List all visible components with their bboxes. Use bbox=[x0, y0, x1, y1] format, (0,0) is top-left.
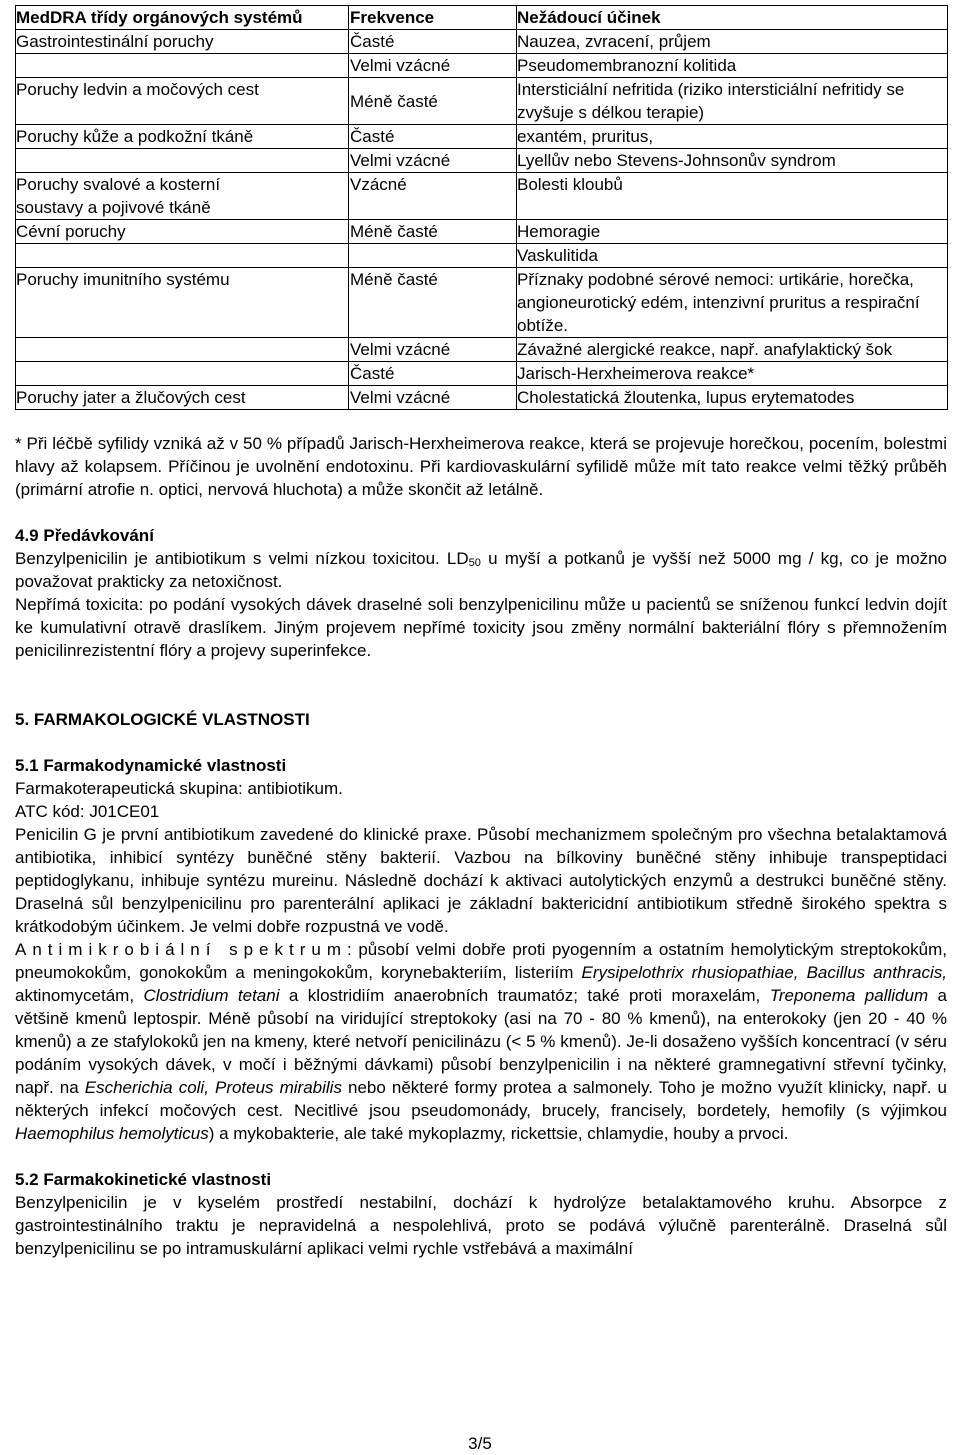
effect-cell: Jarisch-Herxheimerova reakce* bbox=[517, 362, 948, 386]
frequency-cell: Velmi vzácné bbox=[349, 386, 517, 410]
spectrum-text: a klostridiím anaerobních traumatóz; také proti moraxelám, bbox=[279, 986, 770, 1005]
frequency-cell: Méně časté bbox=[349, 268, 517, 338]
table-row bbox=[16, 78, 948, 125]
spectrum-text: nebo některé formy protea a salmonely. Toho je možno využít klinicky, např. u některých infekcí močových cest. Necitlivé jsou pseudomonády, brucely, francisely, bordetely, hemofily (s výjimkou bbox=[15, 1078, 947, 1120]
table-row bbox=[16, 125, 948, 149]
organ-class-cell bbox=[16, 244, 349, 268]
section-heading-4-9: 4.9 Předávkování bbox=[15, 526, 154, 545]
effect-cell: Hemoragie bbox=[517, 220, 948, 244]
organ-class-cell: Poruchy imunitního systému bbox=[16, 268, 349, 338]
spectrum-italic: Haemophilus hemolyticus bbox=[15, 1124, 209, 1143]
frequency-cell: Časté bbox=[349, 30, 517, 54]
effect-cell: Vaskulitida bbox=[517, 244, 948, 268]
table-row bbox=[16, 220, 948, 244]
organ-class-cell: Poruchy jater a žlučových cest bbox=[16, 386, 349, 410]
frequency-cell: Méně časté bbox=[349, 220, 517, 244]
atc-code: ATC kód: J01CE01 bbox=[15, 802, 160, 821]
effect-cell: Nauzea, zvracení, průjem bbox=[517, 30, 948, 54]
table-row bbox=[16, 54, 948, 78]
adverse-effects-table bbox=[15, 5, 948, 410]
frequency-cell: Méně časté bbox=[349, 78, 517, 125]
table-row bbox=[16, 338, 948, 362]
spectrum-italic: Treponema pallidum bbox=[769, 986, 929, 1005]
section-heading-5-2: 5.2 Farmakokinetické vlastnosti bbox=[15, 1170, 272, 1189]
organ-class-cell: Poruchy kůže a podkožní tkáně bbox=[16, 125, 349, 149]
overdose-paragraph-1 bbox=[15, 547, 947, 593]
frequency-cell: Velmi vzácné bbox=[349, 149, 517, 173]
header-frequency: Frekvence bbox=[349, 6, 517, 30]
organ-class-cell: Poruchy svalové a kosterní soustavy a pojivové tkáně bbox=[16, 173, 349, 220]
document-page bbox=[15, 5, 947, 1260]
table-header-row bbox=[16, 6, 948, 30]
effect-cell: Bolesti kloubů bbox=[517, 173, 948, 220]
table-row bbox=[16, 173, 948, 220]
table-row bbox=[16, 30, 948, 54]
spectrum-label: Antimikrobiální spektrum bbox=[15, 940, 348, 959]
pharmacokinetics-paragraph: Benzylpenicilin je v kyselém prostředí nestabilní, dochází k hydrolýze betalaktamového kruhu. Absorpce z gastrointestinálního traktu je nepravidelná a nespolehlivá, proto se podává výlučně parenterálně. Draselná sůl benzylpenicilinu se po intramuskulární aplikaci velmi rychle vstřebává a maximální bbox=[15, 1193, 947, 1258]
organ-class-cell: Cévní poruchy bbox=[16, 220, 349, 244]
organ-class-cell bbox=[16, 362, 349, 386]
effect-cell: Příznaky podobné sérové nemoci: urtikárie, horečka, angioneurotický edém, intenzivní pruritus a respirační obtíže. bbox=[517, 268, 948, 338]
table-row bbox=[16, 362, 948, 386]
table-footnote: * Při léčbě syfilidy vzniká až v 50 % případů Jarisch-Herxheimerova reakce, která se projevuje horečkou, pocením, bolestmi hlavy až kolapsem. Příčinou je uvolnění endotoxinu. Při kardiovaskulární syfilidě může mít tato reakce velmi těžký průběh (primární atrofie n. optici, nervová hluchota) a může skončit až letálně. bbox=[15, 434, 947, 499]
overdose-text-a: Benzylpenicilin je antibiotikum s velmi nízkou toxicitou. LD bbox=[15, 549, 469, 568]
organ-class-cell bbox=[16, 54, 349, 78]
antimicrobial-spectrum-paragraph bbox=[15, 938, 947, 1145]
table-row bbox=[16, 268, 948, 338]
table-row bbox=[16, 386, 948, 410]
pharmacodynamics-paragraph: Penicilin G je první antibiotikum zavedené do klinické praxe. Působí mechanizmem společným pro všechna betalaktamová antibiotika, inhibicí syntézy buněčné stěny bakterií. Vazbou na bílkoviny buněčné stěny inhibuje transpeptidaci peptidoglykanu, inhibuje syntézu mureinu. Následně dochází k aktivaci autolytických enzymů a destrukci buněčné stěny. Draselná sůl benzylpenicilinu pro parenterální aplikaci je základní baktericidní antibiotikum středně širokého spektra s krátkodobým účinkem. Je velmi dobře rozpustná ve vodě. bbox=[15, 825, 947, 936]
spectrum-text: a většině kmenů leptospir. Méně působí na viridující streptokoky (asi na 70 - 80 % kmenů), na enterokoky (jen 20 - 40 % kmenů) a ze stafylokoků jen na kmeny, které netvoří penicilinázu (< 5 % kmenů). Je-li dosaženo vyšších koncentrací (v séru podáním vysokých dávek, v močí i běžnými dávkami) působí benzylpenicilin i na některé gramnegativní střevní tyčinky, např. na bbox=[15, 986, 947, 1097]
effect-cell: Závažné alergické reakce, např. anafylaktický šok bbox=[517, 338, 948, 362]
table-row bbox=[16, 149, 948, 173]
organ-class-cell bbox=[16, 149, 349, 173]
effect-cell: Intersticiální nefritida (riziko intersticiální nefritidy se zvyšuje s délkou terapie) bbox=[517, 78, 948, 125]
page-number: 3/5 bbox=[468, 1434, 492, 1453]
overdose-text-b: u myší a potkanů je vyšší než 5000 mg / kg, co je možno považovat prakticky za netoxičnost. bbox=[15, 549, 948, 591]
spectrum-italic: Clostridium tetani bbox=[143, 986, 280, 1005]
header-organ-class: MedDRA třídy orgánových systémů bbox=[16, 6, 349, 30]
overdose-paragraph-2: Nepřímá toxicita: po podání vysokých dávek draselné soli benzylpenicilinu může u pacientů se sníženou funkcí ledvin dojít ke kumulativní otravě draslíkem. Jiným projevem nepřímé toxicity jsou změny normální bakteriální flóry s přemnožením penicilinrezistentní flóry a projevy superinfekce. bbox=[15, 595, 947, 660]
effect-cell: Pseudomembranozní kolitida bbox=[517, 54, 948, 78]
frequency-cell bbox=[349, 244, 517, 268]
section-heading-5-1: 5.1 Farmakodynamické vlastnosti bbox=[15, 756, 287, 775]
pharmacotherapeutic-group: Farmakoterapeutická skupina: antibiotikum. bbox=[15, 779, 343, 798]
frequency-cell: Velmi vzácné bbox=[349, 338, 517, 362]
header-effect: Nežádoucí účinek bbox=[517, 6, 948, 30]
effect-cell: Lyellův nebo Stevens-Johnsonův syndrom bbox=[517, 149, 948, 173]
organ-class-cell: Gastrointestinální poruchy bbox=[16, 30, 349, 54]
frequency-cell: Velmi vzácné bbox=[349, 54, 517, 78]
frequency-cell: Časté bbox=[349, 362, 517, 386]
spectrum-text: ) a mykobakterie, ale také mykoplazmy, rickettsie, chlamydie, houby a prvoci. bbox=[208, 1124, 789, 1143]
spectrum-italic: Escherichia coli, Proteus mirabilis bbox=[84, 1078, 342, 1097]
effect-cell: exantém, pruritus, bbox=[517, 125, 948, 149]
effect-cell: Cholestatická žloutenka, lupus erytematodes bbox=[517, 386, 948, 410]
table-row bbox=[16, 244, 948, 268]
spectrum-text: aktinomycetám, bbox=[15, 986, 144, 1005]
frequency-cell: Časté bbox=[349, 125, 517, 149]
section-heading-5: 5. FARMAKOLOGICKÉ VLASTNOSTI bbox=[15, 710, 310, 729]
organ-class-cell: Poruchy ledvin a močových cest bbox=[16, 78, 349, 125]
spectrum-italic: Erysipelothrix rhusiopathiae, Bacillus anthracis, bbox=[581, 963, 947, 982]
ld50-subscript: 50 bbox=[468, 557, 481, 569]
frequency-cell: Vzácné bbox=[349, 173, 517, 220]
spectrum-text: : působí velmi dobře proti pyogenním a ostatním hemolytickým streptokokům, pneumokokům, gonokokům a meningokokům, korynebakteriím, listeriím bbox=[15, 940, 947, 982]
organ-class-cell bbox=[16, 338, 349, 362]
